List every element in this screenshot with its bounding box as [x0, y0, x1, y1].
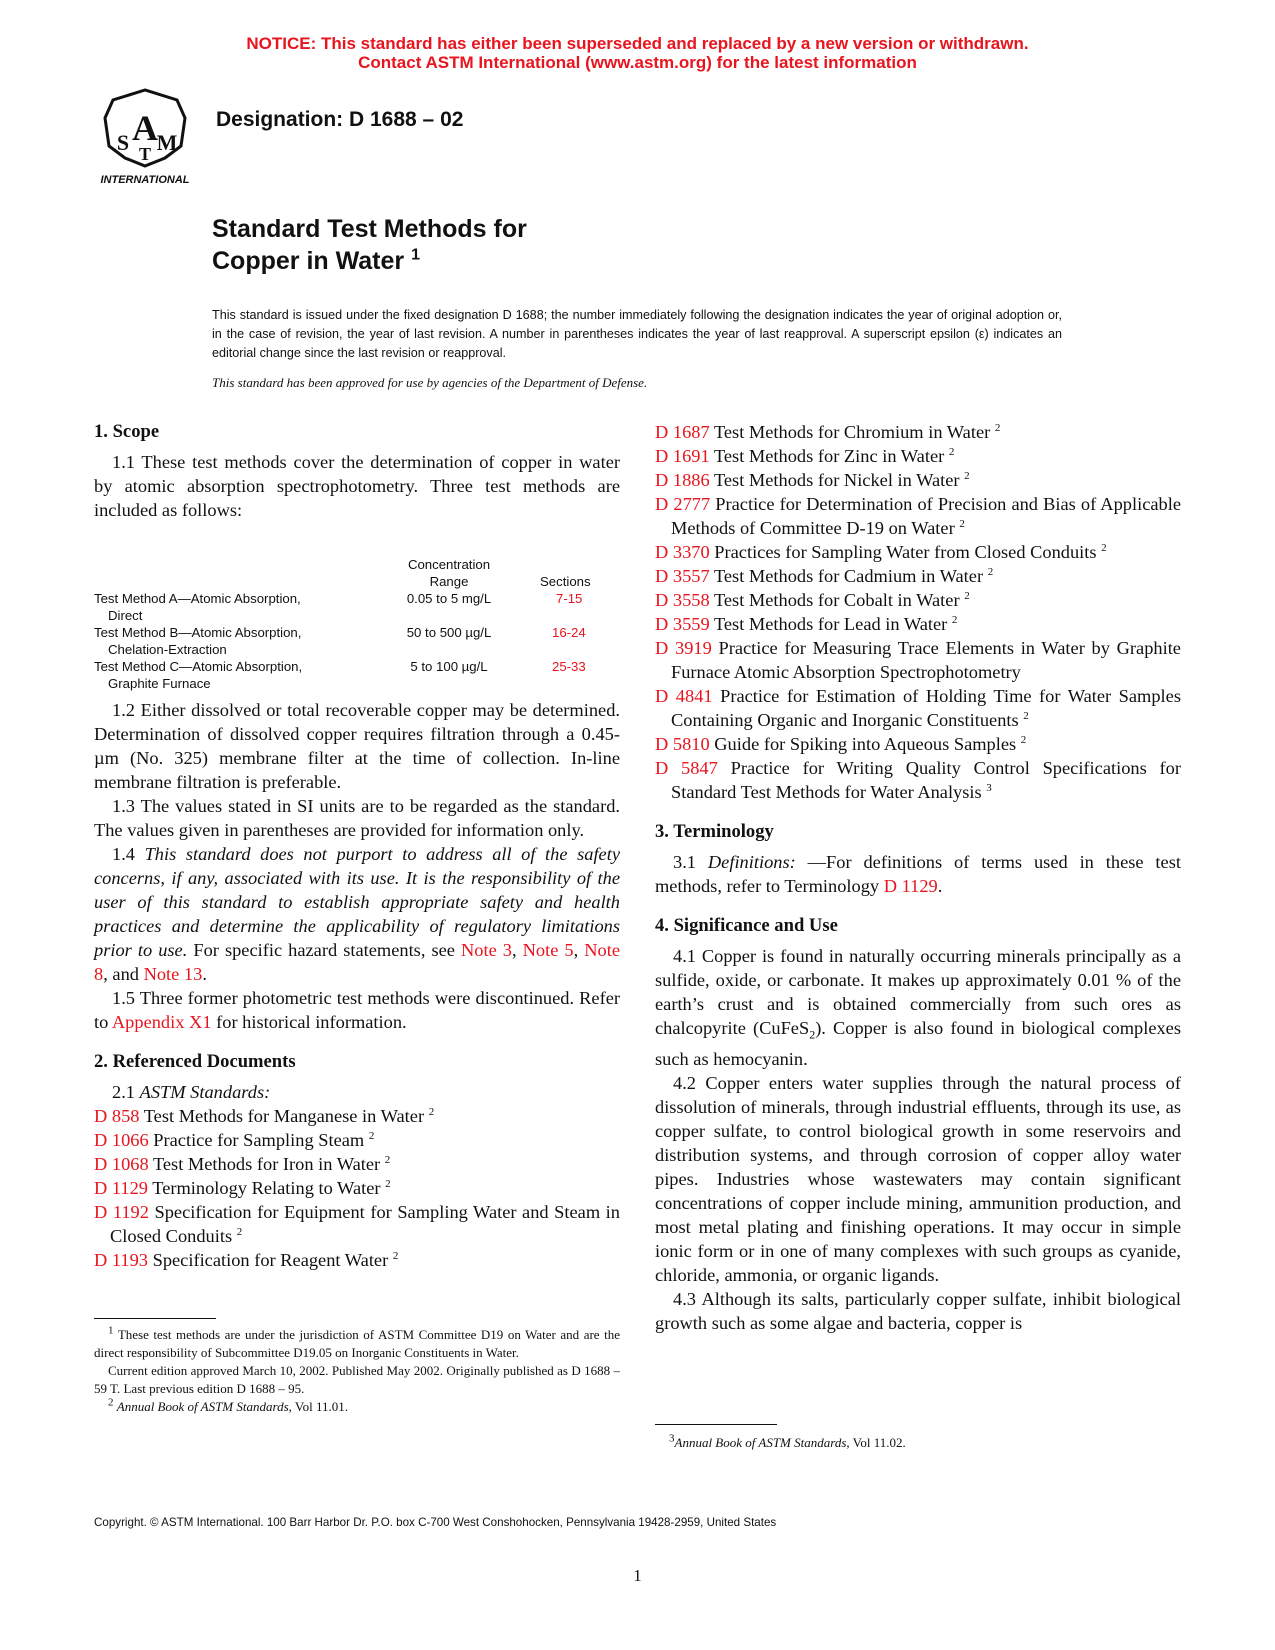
ref-footnote-mark: 2 — [392, 1249, 399, 1262]
ref-code-link[interactable]: D 3558 — [655, 590, 710, 610]
ref-code-link[interactable]: D 1886 — [655, 470, 710, 490]
table-row-c-sections[interactable]: 25-33 — [552, 659, 586, 674]
footnotes-right: $^3$Annual Book of ASTM Standards, Vol 11.02. — [669, 1432, 906, 1450]
table-row-b-method-2: Chelation-Extraction — [108, 642, 227, 657]
ref-title: Test Methods for Cobalt in Water — [713, 590, 960, 610]
scope-heading: 1. Scope — [94, 421, 160, 442]
title-line-1: Standard Test Methods for — [212, 215, 527, 243]
refdocs-heading: 2. Referenced Documents — [94, 1051, 296, 1072]
refs-left-list — [94, 1104, 620, 1272]
ref-footnote-mark: 2 — [994, 421, 1001, 434]
methods-table — [94, 522, 620, 691]
para-4-1: 4.1 Copper is found in naturally occurring minerals principally as a sulfide, oxide, or carbonate. It makes up approximately 0.01 % of the earth’s crust and is obtained commercially from such ores as chalcopyrite (CuFeS$_2$). Copper is also found in biological complexes such as hemocyanin. — [655, 946, 1181, 1069]
ref-footnote-mark: 2 — [428, 1105, 435, 1118]
ref-code-link[interactable]: D 3919 — [655, 638, 712, 658]
para-1-5: 1.5 Three former photometric test methods were discontinued. Refer to Appendix X1 for historical information. — [94, 988, 620, 1032]
ref-code-link[interactable]: D 2777 — [655, 494, 711, 514]
ref-item — [94, 1104, 620, 1128]
ref-code-link[interactable]: D 1193 — [94, 1250, 148, 1270]
ref-code-link[interactable]: D 1129 — [94, 1178, 148, 1198]
para-1-4: 1.4 This standard does not purport to address all of the safety concerns, if any, associated with its use. It is the responsibility of the user of this standard to establish appropriate safety and health practices and determine the applicability of regulatory limitations prior to use. For specific hazard statements, see Note 3, Note 5, Note 8, and Note 13. — [94, 844, 620, 984]
table-row-c-range: 5 to 100 µg/L — [410, 659, 488, 674]
para-3-1: 3.1 Definitions: —For definitions of terms used in these test methods, refer to Terminology D 1129. — [655, 852, 1181, 896]
ref-footnote-mark: 2 — [236, 1225, 243, 1238]
ref-code-link[interactable]: D 5847 — [655, 758, 718, 778]
ref-footnote-mark: 2 — [948, 445, 955, 458]
ref-code-link[interactable]: D 858 — [94, 1106, 140, 1126]
ref-item — [655, 756, 1181, 804]
ref-title: Test Methods for Chromium in Water — [713, 422, 991, 442]
ref-item — [655, 468, 1181, 492]
table-row-b-sections[interactable]: 16-24 — [552, 625, 586, 640]
ref-footnote-mark: 2 — [1101, 541, 1107, 554]
ref-code-link[interactable]: D 3557 — [655, 566, 710, 586]
ref-code-link[interactable]: D 1691 — [655, 446, 710, 466]
footnotes-left: $^1$ These test methods are under the jurisdiction of ASTM Committee D19 on Water and are the direct responsibility of Subcommittee D19.05 on Inorganic Constituents in Water. Current edition approved March 10, 2002. Published May 2002. Originally published as D 1688 – 59 T. Last previous edition D 1688 – 95. $^2$ Annual Book of ASTM Standards, Vol 11.01. — [94, 1324, 620, 1414]
ref-title: Test Methods for Zinc in Water — [713, 446, 945, 466]
table-row-a-range: 0.05 to 5 mg/L — [406, 591, 492, 606]
table-row-a-method-2: Direct — [108, 608, 143, 623]
right-column — [655, 420, 1181, 1335]
ref-title: Practice for Determination of Precision and Bias of Applicable Methods of Committee D-19 on Water — [671, 494, 1181, 538]
ref-title: Terminology Relating to Water — [152, 1178, 381, 1198]
ref-code-link[interactable]: D 4841 — [655, 686, 713, 706]
ref-item — [655, 588, 1181, 612]
ref-footnote-mark: 2 — [385, 1177, 391, 1190]
ref-title: Specification for Reagent Water — [152, 1250, 389, 1270]
ref-title: Test Methods for Manganese in Water — [143, 1106, 425, 1126]
ref-item — [94, 1248, 620, 1272]
ref-title: Specification for Equipment for Sampling Water and Steam in Closed Conduits — [110, 1202, 620, 1246]
ref-footnote-mark: 2 — [959, 517, 965, 530]
table-row-c-method-2: Graphite Furnace — [108, 676, 211, 691]
terminology-d1129-link[interactable]: D 1129 — [883, 876, 938, 896]
ref-title: Practice for Writing Quality Control Specifications for Standard Test Methods for Water Analysis — [671, 758, 1181, 802]
para-1-2: 1.2 Either dissolved or total recoverable copper may be determined. Determination of dissolved copper requires filtration through a 0.45-µm (No. 325) membrane filter at the time of collection. In-line membrane filtration is preferable. — [94, 700, 620, 792]
ref-item — [655, 492, 1181, 540]
ref-footnote-mark: 2 — [951, 613, 958, 626]
svg-text:A: A — [132, 108, 158, 148]
page-title — [212, 213, 527, 277]
copyright: Copyright. © ASTM International. 100 Barr Harbor Dr. P.O. box C-700 West Conshohocken, Pennsylvania 19428-2959, United States — [94, 1516, 777, 1529]
ref-item — [655, 684, 1181, 732]
ref-item — [655, 732, 1181, 756]
ref-code-link[interactable]: D 3370 — [655, 542, 710, 562]
ref-code-link[interactable]: D 1068 — [94, 1154, 149, 1174]
ref-code-link[interactable]: D 3559 — [655, 614, 710, 634]
ref-footnote-mark: 2 — [1020, 733, 1027, 746]
ref-footnote-mark: 2 — [987, 565, 994, 578]
ref-item — [655, 612, 1181, 636]
svg-text:M: M — [156, 130, 178, 155]
ref-item — [655, 636, 1181, 684]
dod-note: This standard has been approved for use by agencies of the Department of Defense. — [212, 375, 648, 390]
note-8-link[interactable]: Note 8 — [94, 940, 620, 984]
ref-title: Test Methods for Nickel in Water — [713, 470, 960, 490]
title-line-2: Copper in Water — [212, 247, 405, 275]
table-header-range: Concentration Range — [407, 557, 491, 589]
para-1-1: 1.1 These test methods cover the determination of copper in water by atomic absorption spectrophotometry. Three test methods are included as follows: — [94, 452, 620, 520]
table-row-c-method: Test Method C—Atomic Absorption, — [94, 659, 303, 674]
ref-item — [94, 1200, 620, 1248]
appendix-x1-link[interactable]: Appendix X1 — [111, 1012, 212, 1032]
ref-title: Practices for Sampling Water from Closed Conduits — [714, 542, 1097, 562]
note-13-link[interactable]: Note 13 — [143, 964, 203, 984]
table-row-b-range: 50 to 500 µg/L — [406, 625, 492, 640]
para-4-2: 4.2 Copper enters water supplies through the natural process of dissolution of minerals, through industrial effluents, through its use, as copper sulfate, to control biological growth in some reservoirs and distribution systems, and through corrosion of copper alloy water pipes. Industries whose wastewaters may contain significant concentrations of copper include mining, ammunition production, and most metal plating and finishing operations. It may occur in simple ionic form or in one of many complexes with such groups as cyanide, chloride, ammonia, or organic ligands. — [655, 1072, 1181, 1285]
ref-title: Test Methods for Iron in Water — [152, 1154, 381, 1174]
refdocs-sub: 2.1 ASTM Standards: — [112, 1082, 271, 1102]
significance-heading: 4. Significance and Use — [655, 915, 838, 936]
ref-footnote-mark: 2 — [384, 1153, 391, 1166]
para-4-3: 4.3 Although its salts, particularly copper sulfate, inhibit biological growth such as some algae and bacteria, copper is — [655, 1288, 1181, 1333]
svg-text:S: S — [116, 130, 130, 155]
ref-title: Practice for Estimation of Holding Time for Water Samples Containing Organic and Inorganic Constituents — [671, 686, 1181, 730]
ref-title: Practice for Sampling Steam — [153, 1130, 365, 1150]
ref-item — [655, 420, 1181, 444]
table-row-a-method: Test Method A—Atomic Absorption, — [94, 591, 301, 606]
note-3-link[interactable]: Note 3 — [461, 940, 512, 960]
ref-code-link[interactable]: D 1192 — [94, 1202, 149, 1222]
ref-footnote-mark: 2 — [368, 1129, 375, 1142]
astm-logo — [95, 88, 200, 188]
ref-code-link[interactable]: D 1066 — [94, 1130, 149, 1150]
ref-item — [94, 1128, 620, 1152]
table-header-sections: Sections — [540, 574, 591, 589]
ref-item — [655, 444, 1181, 468]
refs-right-list — [655, 420, 1181, 804]
left-column — [94, 420, 620, 1272]
notice-line-2: Contact ASTM International (www.astm.org) for the latest information — [358, 53, 917, 72]
ref-footnote-mark: 2 — [1023, 709, 1029, 722]
ref-title: Guide for Spiking into Aqueous Samples — [714, 734, 1017, 754]
page-number: 1 — [633, 1566, 642, 1585]
ref-code-link[interactable]: D 1687 — [655, 422, 710, 442]
note-5-link[interactable]: Note 5 — [522, 940, 574, 960]
title-footnote-mark: 1 — [411, 246, 420, 264]
ref-item — [655, 540, 1181, 564]
ref-code-link[interactable]: D 5810 — [655, 734, 710, 754]
svg-text:T: T — [138, 144, 152, 164]
ref-title: Practice for Measuring Trace Elements in Water by Graphite Furnace Atomic Absorption Spectrophotometry — [671, 638, 1181, 682]
ref-title: Test Methods for Lead in Water — [713, 614, 948, 634]
logo-text: INTERNATIONAL — [100, 174, 190, 186]
table-row-a-sections[interactable]: 7-15 — [556, 591, 583, 606]
ref-item — [94, 1152, 620, 1176]
table-row-b-method: Test Method B—Atomic Absorption, — [94, 625, 302, 640]
terminology-heading: 3. Terminology — [655, 821, 774, 842]
ref-item — [655, 564, 1181, 588]
para-1-3: 1.3 The values stated in SI units are to be regarded as the standard. The values given in parentheses are provided for information only. — [94, 796, 620, 840]
ref-footnote-mark: 2 — [964, 469, 970, 482]
issued-note: This standard is issued under the fixed designation D 1688; the number immediately following the designation indicates the year of original adoption or, in the case of revision, the year of last revision. A number in parentheses indicates the year of last reapproval. A superscript epsilon (ε) indicates an editorial change since the last revision or reapproval. — [212, 308, 1062, 360]
ref-item — [94, 1176, 620, 1200]
notice-line-1: NOTICE: This standard has either been superseded and replaced by a new version or withdrawn. — [246, 34, 1029, 53]
ref-footnote-mark: 2 — [964, 589, 970, 602]
ref-footnote-mark: 3 — [986, 781, 992, 794]
ref-title: Test Methods for Cadmium in Water — [713, 566, 984, 586]
designation: Designation: D 1688 – 02 — [216, 108, 464, 131]
